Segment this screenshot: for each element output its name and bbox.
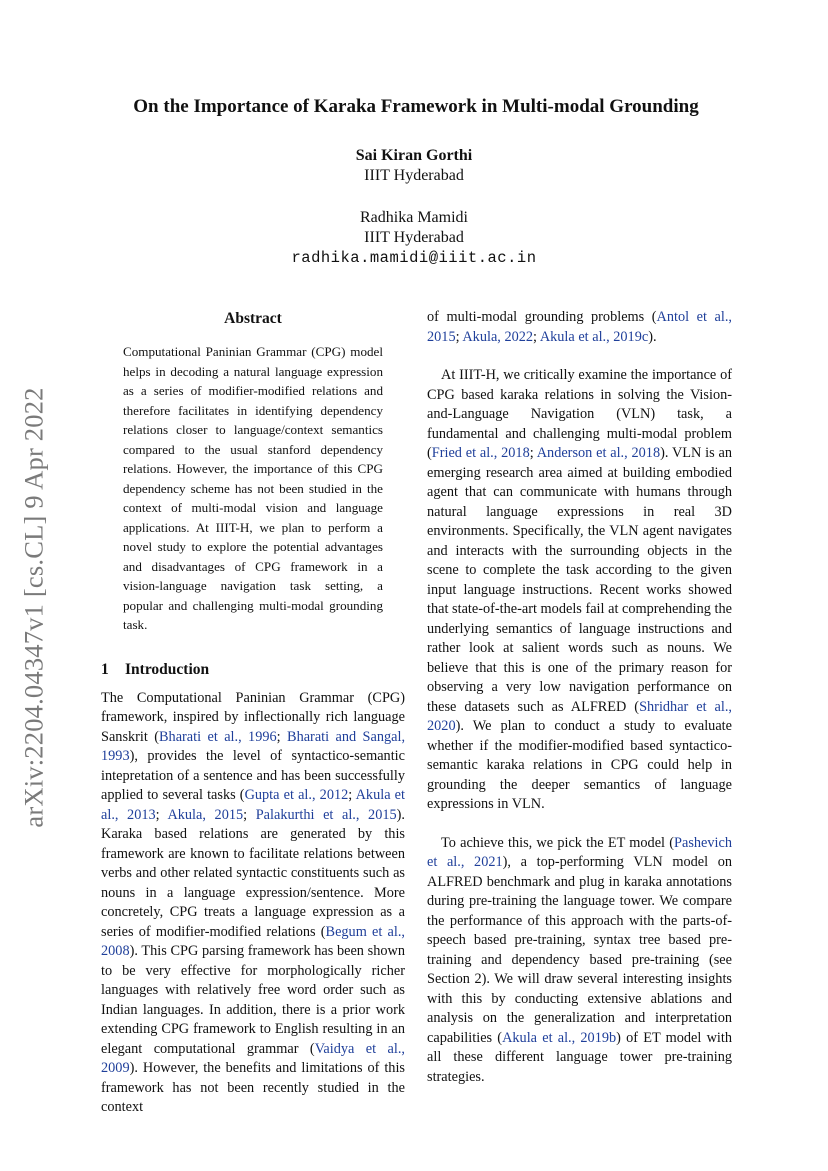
citation-link[interactable]: Palakurthi et al., 2015 — [255, 806, 397, 823]
text-run: ; — [533, 328, 540, 345]
text-run: The Computational Paninian Grammar (CPG) framework, inspired by inflectionally rich language Sanskrit ( — [101, 689, 405, 745]
text-run: ; — [276, 728, 288, 745]
abstract-heading: Abstract — [224, 310, 282, 327]
text-run: ; — [155, 806, 168, 823]
author-block — [214, 146, 614, 268]
citation-link[interactable]: Bharati and Sangal, 1993 — [101, 728, 406, 764]
intro-paragraph-3 — [427, 834, 732, 1088]
text-run: ) of ET model with all these different language tower pre-training strategies. — [427, 1029, 732, 1085]
citation-link[interactable]: Akula et al., 2019b — [502, 1029, 617, 1046]
intro-paragraph-2 — [427, 366, 732, 815]
author-2 — [214, 208, 614, 268]
abstract-text: Computational Paninian Grammar (CPG) model helps in decoding a natural language expression as a series of modifier-modified relations and therefore facilitates in identifying dependency relations closer to language/context semantics compared to the usual stanford dependency relations. However, the importance of this CPG dependency scheme has not been studied in the context of multi-modal vision and language applications. At IIIT-H, we plan to perform a novel study to explore the potential advantages and disadvantages of CPG framework in a vision-language navigation task setting, a popular and challenging multi-modal grounding task. — [123, 344, 383, 632]
text-run: ; — [348, 787, 356, 803]
text-run: ). We plan to conduct a study to evaluate whether if the modifier-modified based syntactico-semantic karaka relations in CPG could help in grounding the deeper semantics of language expressions in VLN. — [427, 718, 732, 812]
citation-link[interactable]: Pashevich et al., 2021 — [427, 834, 732, 870]
text-run: ). However, the benefits and limitations of this framework has not been recently studied in the context — [101, 1060, 405, 1115]
citation-link[interactable]: Bharati et al., 1996 — [159, 728, 277, 745]
author-name: Sai Kiran Gorthi — [355, 147, 473, 164]
author-1 — [214, 146, 614, 186]
citation-link[interactable]: Akula et al., 2019c — [539, 328, 649, 345]
text-run: ), provides the level of syntactico-semantic intepretation of a sentence and has been successfully applied to several tasks ( — [101, 748, 405, 803]
section-heading-introduction — [101, 661, 405, 679]
citation-link[interactable]: Akula, 2015 — [167, 806, 244, 823]
text-run: ), a top-performing VLN model on ALFRED benchmark and plug in karaka annotations during pre-training the language tower. We compare the performance of this approach with the parts-of-speech based pre-training, syntax tree based pre-training and dependency based pre-training (see Section 2). We will draw several interesting insights with this by conducting extensive ablations and analysis on the generalization and interpretation capabilities ( — [427, 854, 732, 1046]
section-title: Introduction — [125, 660, 210, 678]
author-name: Radhika Mamidi — [360, 209, 468, 226]
citation-link[interactable]: Anderson et al., 2018 — [536, 445, 661, 461]
arxiv-stamp-text: arXiv:2204.04347v1 [cs.CL] 9 Apr 2022 — [18, 386, 49, 828]
text-run: To achieve this, we pick the ET model ( — [441, 834, 675, 851]
citation-link[interactable]: Akula et al., 2013 — [101, 787, 405, 823]
intro-paragraph-1-continued — [427, 308, 732, 347]
author-affiliation: IIIT Hyderabad — [364, 229, 464, 246]
text-run: ). — [648, 328, 657, 345]
citation-link[interactable]: Akula, 2022 — [462, 328, 534, 345]
text-run: ; — [243, 806, 256, 823]
arxiv-identifier — [4, 372, 64, 842]
citation-link[interactable]: Shridhar et al., 2020 — [427, 698, 732, 734]
author-affiliation: IIIT Hyderabad — [364, 167, 464, 184]
text-run: At IIIT-H, we critically examine the importance of CPG based karaka relations in solving the Vision-and-Language Navigation (VLN) task, a fundamental and challenging multi-modal problem ( — [427, 367, 732, 461]
intro-paragraph-1 — [101, 689, 405, 1118]
text-run: ). This CPG parsing framework has been shown to be very effective for morphologically richer languages with relatively free word order such as Indian languages. In addition, there is a prior work extending CPG framework to English resulting in an elegant computational grammar ( — [101, 943, 405, 1057]
citation-link[interactable]: Fried et al., 2018 — [431, 445, 530, 461]
right-column — [427, 308, 732, 1087]
citation-link[interactable]: Gupta et al., 2012 — [244, 787, 349, 803]
citation-link[interactable]: Begum et al., 2008 — [101, 923, 405, 959]
citation-link[interactable]: Antol et al., 2015 — [427, 309, 732, 345]
text-run: ; — [455, 328, 463, 345]
section-number: 1 — [101, 660, 109, 678]
text-run: ; — [529, 445, 537, 461]
text-run: of multi-modal grounding problems ( — [427, 309, 657, 325]
citation-link[interactable]: Vaidya et al., 2009 — [101, 1040, 406, 1076]
text-run: ). Karaka based relations are generated by this framework are known to facilitate relations between verbs and other related syntactic constituents such as nouns in a language expression/sentence. More concretely, CPG treats a language expression as a series of modifier-modified relations ( — [101, 806, 405, 940]
left-column — [101, 308, 405, 1118]
text-run: ). VLN is an emerging research area aimed at building embodied agent that can communicate with humans through natural language expressions in real 3D environments. Specifically, the VLN agent navigates and interacts with the surrounding objects in the scene to complete the task according to the given input language instructions. Recent works showed that state-of-the-art models fail at comprehending the underlying semantics of language instructions and rather look at salient words such as nouns. We believe that this is one of the primary reason for observing a very low navigation performance on these datasets such as ALFRED ( — [427, 445, 732, 715]
author-email[interactable]: radhika.mamidi@iiit.ac.in — [291, 249, 537, 267]
paper-title: On the Importance of Karaka Framework in Multi-modal Grounding — [133, 96, 699, 117]
